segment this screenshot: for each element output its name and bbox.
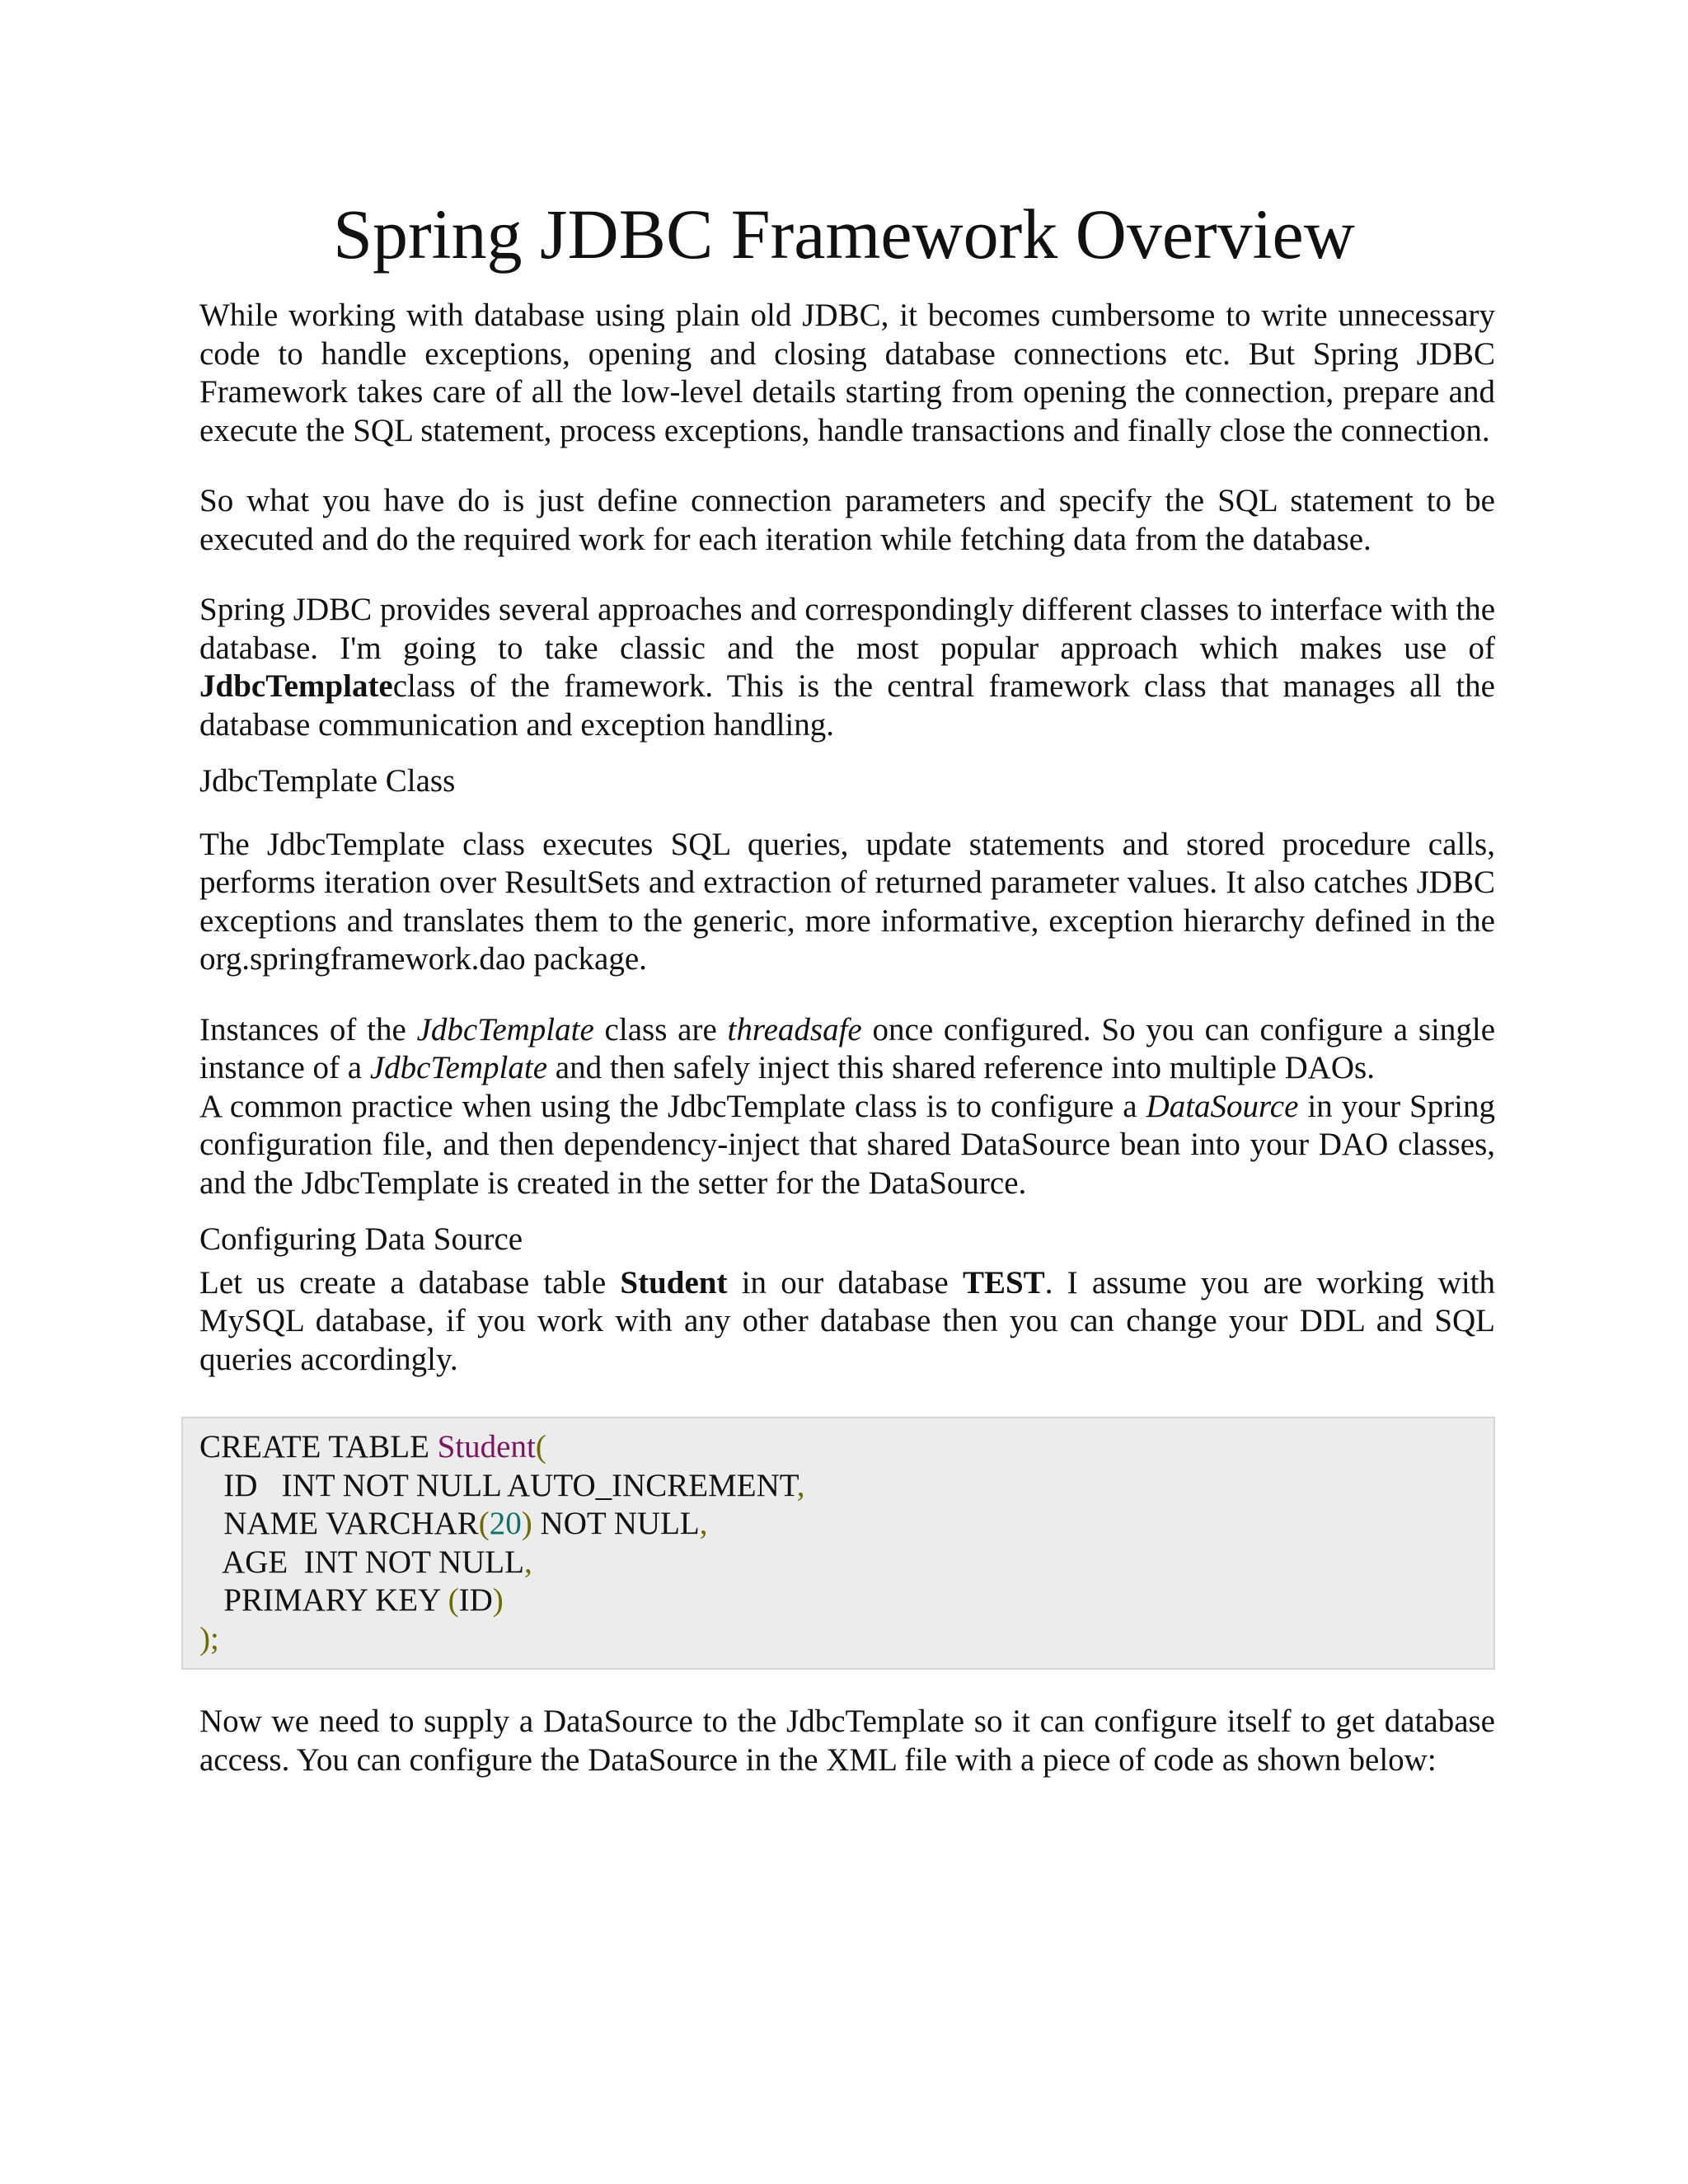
code-line bbox=[199, 1467, 1477, 1506]
sql-code-block bbox=[181, 1417, 1495, 1670]
code-token-punctuation: ( bbox=[535, 1429, 546, 1465]
italic-term-datasource: DataSource bbox=[1146, 1088, 1299, 1124]
code-token-punctuation: , bbox=[796, 1467, 805, 1503]
bold-term-jdbctemplate: JdbcTemplate bbox=[199, 668, 393, 704]
text-run: . I assume you are working with MySQL database, if you work with any other database then you can change your DDL and SQL queries accordingly. bbox=[199, 1264, 1496, 1377]
code-token-punctuation: ) bbox=[521, 1506, 532, 1541]
code-token-punctuation: ( bbox=[448, 1582, 459, 1618]
bold-term-student: Student bbox=[620, 1264, 728, 1301]
code-token-number: 20 bbox=[489, 1506, 522, 1541]
text-run: in our database bbox=[727, 1264, 963, 1301]
code-token: NOT NULL bbox=[532, 1506, 700, 1541]
text-run: once configured. So you can configure a single instance of a bbox=[199, 1011, 1495, 1085]
code-token-punctuation: , bbox=[523, 1544, 532, 1580]
paragraph-jdbctemplate-description: The JdbcTemplate class executes SQL queries, update statements and stored procedure calls, performs iteration over ResultSets and extraction of returned parameter values. It also catches JDBC exceptions and translates them to the generic, more informative, exception hierarchy defined in the org.springframework.dao package. bbox=[199, 826, 1495, 977]
text-run: Let us create a database table bbox=[199, 1264, 621, 1301]
code-line bbox=[199, 1505, 1477, 1544]
document-body bbox=[199, 297, 1495, 1779]
paragraph-approaches bbox=[199, 591, 1495, 744]
italic-term: JdbcTemplate bbox=[416, 1011, 594, 1047]
text-run: and then safely inject this shared reference into multiple DAOs. bbox=[547, 1050, 1375, 1085]
code-token: CREATE TABLE bbox=[199, 1429, 438, 1465]
paragraph-connection-params: So what you have do is just define connection parameters and specify the SQL statement to be executed and do the required work for each iteration while fetching data from the database. bbox=[199, 483, 1495, 557]
code-token-punctuation: ) bbox=[492, 1582, 504, 1618]
text-run: A common practice when using the JdbcTemplate class is to configure a bbox=[199, 1088, 1146, 1124]
code-token: NAME VARCHAR bbox=[199, 1506, 479, 1541]
text-run: Spring JDBC provides several approaches and correspondingly different classes to interface with the database. I'm going to take classic and the most popular approach which makes use of bbox=[199, 592, 1495, 666]
bold-term-test: TEST bbox=[962, 1264, 1045, 1301]
paragraph-supply-datasource: Now we need to supply a DataSource to the JdbcTemplate so it can configure itself to get database access. You can configure the DataSource in the XML file with a piece of code as shown below: bbox=[199, 1704, 1495, 1778]
paragraph-threadsafe bbox=[199, 1011, 1495, 1088]
code-line bbox=[199, 1428, 1477, 1467]
section-heading-configuring-data-source: Configuring Data Source bbox=[199, 1221, 523, 1257]
code-token: ID bbox=[458, 1582, 493, 1618]
code-line bbox=[199, 1544, 1477, 1582]
code-token-punctuation: , bbox=[699, 1506, 708, 1541]
code-token: PRIMARY KEY bbox=[199, 1582, 448, 1618]
paragraph-create-table bbox=[199, 1264, 1495, 1380]
code-token: ID INT NOT NULL AUTO_INCREMENT bbox=[199, 1467, 797, 1503]
code-token: AGE INT NOT NULL bbox=[199, 1544, 524, 1580]
code-token-punctuation: ( bbox=[478, 1506, 490, 1541]
paragraph-datasource-practice bbox=[199, 1088, 1495, 1203]
code-token-class: Student bbox=[437, 1429, 536, 1465]
paragraph-intro: While working with database using plain old JDBC, it becomes cumbersome to write unnecessary code to handle exceptions, opening and closing database connections etc. But Spring JDBC Framework takes care of all the low-level details starting from opening the connection, prepare and execute the SQL statement, process exceptions, handle transactions and finally close the connection. bbox=[199, 298, 1495, 448]
text-run: class are bbox=[593, 1011, 728, 1047]
section-heading-jdbctemplate-class: JdbcTemplate Class bbox=[199, 763, 456, 799]
code-line bbox=[199, 1582, 1477, 1620]
text-run: class of the framework. This is the central framework class that manages all the database communication and exception handling. bbox=[199, 668, 1495, 743]
text-run: in your Spring configuration file, and then dependency-inject that shared DataSource bean into your DAO classes, and the JdbcTemplate is created in the setter for the DataSource. bbox=[199, 1088, 1495, 1201]
italic-term: JdbcTemplate bbox=[369, 1050, 548, 1085]
italic-term-threadsafe: threadsafe bbox=[727, 1011, 862, 1047]
page-title: Spring JDBC Framework Overview bbox=[333, 194, 1355, 274]
text-run: Instances of the bbox=[199, 1011, 417, 1047]
code-line: ); bbox=[199, 1620, 219, 1657]
